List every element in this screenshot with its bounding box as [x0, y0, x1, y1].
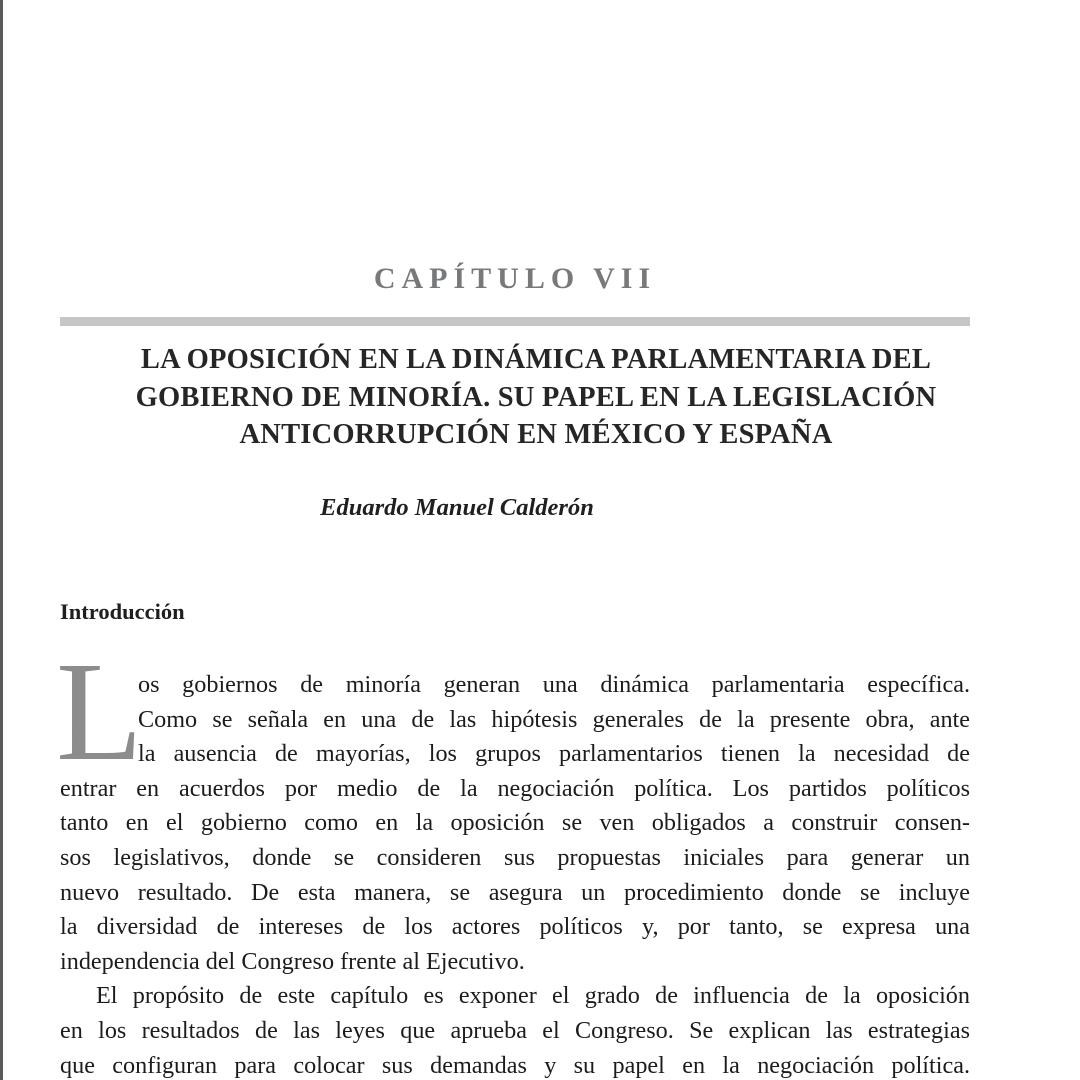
- chapter-label: CAPÍTULO VII: [373, 262, 657, 295]
- drop-cap: L: [56, 632, 143, 790]
- chapter-title-line: LA OPOSICIÓN EN LA DINÁMICA PARLAMENTARIA DEL: [140, 344, 932, 375]
- paragraph-line: sos legislativos, donde se consideren sus propuestas iniciales para generar un: [60, 843, 970, 871]
- paragraph-line: la ausencia de mayorías, los grupos parlamentarios tienen la necesidad de: [138, 740, 970, 768]
- paragraph-line: independencia del Congreso frente al Ejecutivo.: [60, 947, 525, 975]
- chapter-title-line: GOBIERNO DE MINORÍA. SU PAPEL EN LA LEGISLACIÓN: [135, 381, 937, 413]
- paragraph-line: que configuran para colocar sus demandas y su papel en la negociación política.: [60, 1051, 970, 1079]
- page-edge: [0, 0, 3, 1080]
- paragraph-line: en los resultados de las leyes que aprueba el Congreso. Se explican las estrategias: [60, 1016, 970, 1044]
- chapter-rule: [60, 317, 970, 326]
- paragraph-line: tanto en el gobierno como en la oposición se ven obligados a construir consen-: [60, 809, 970, 837]
- paragraph-line: Como se señala en una de las hipótesis generales de la presente obra, ante: [138, 705, 970, 733]
- paragraph-line: nuevo resultado. De esta manera, se asegura un procedimiento donde se incluye: [60, 878, 970, 906]
- paragraph-line: la diversidad de intereses de los actores políticos y, por tanto, se expresa una: [60, 913, 970, 941]
- body-text: [60, 668, 970, 1080]
- paragraph-line: El propósito de este capítulo es exponer el grado de influencia de la oposición: [96, 982, 970, 1010]
- author-name: Eduardo Manuel Calderón: [320, 494, 594, 521]
- paragraph-line: os gobiernos de minoría generan una dinámica parlamentaria específica.: [138, 671, 970, 698]
- section-heading: Introducción: [60, 599, 185, 624]
- chapter-title: [60, 341, 1012, 454]
- paragraph-line: entrar en acuerdos por medio de la negociación política. Los partidos políticos: [60, 774, 970, 802]
- chapter-title-line: ANTICORRUPCIÓN EN MÉXICO Y ESPAÑA: [239, 419, 833, 450]
